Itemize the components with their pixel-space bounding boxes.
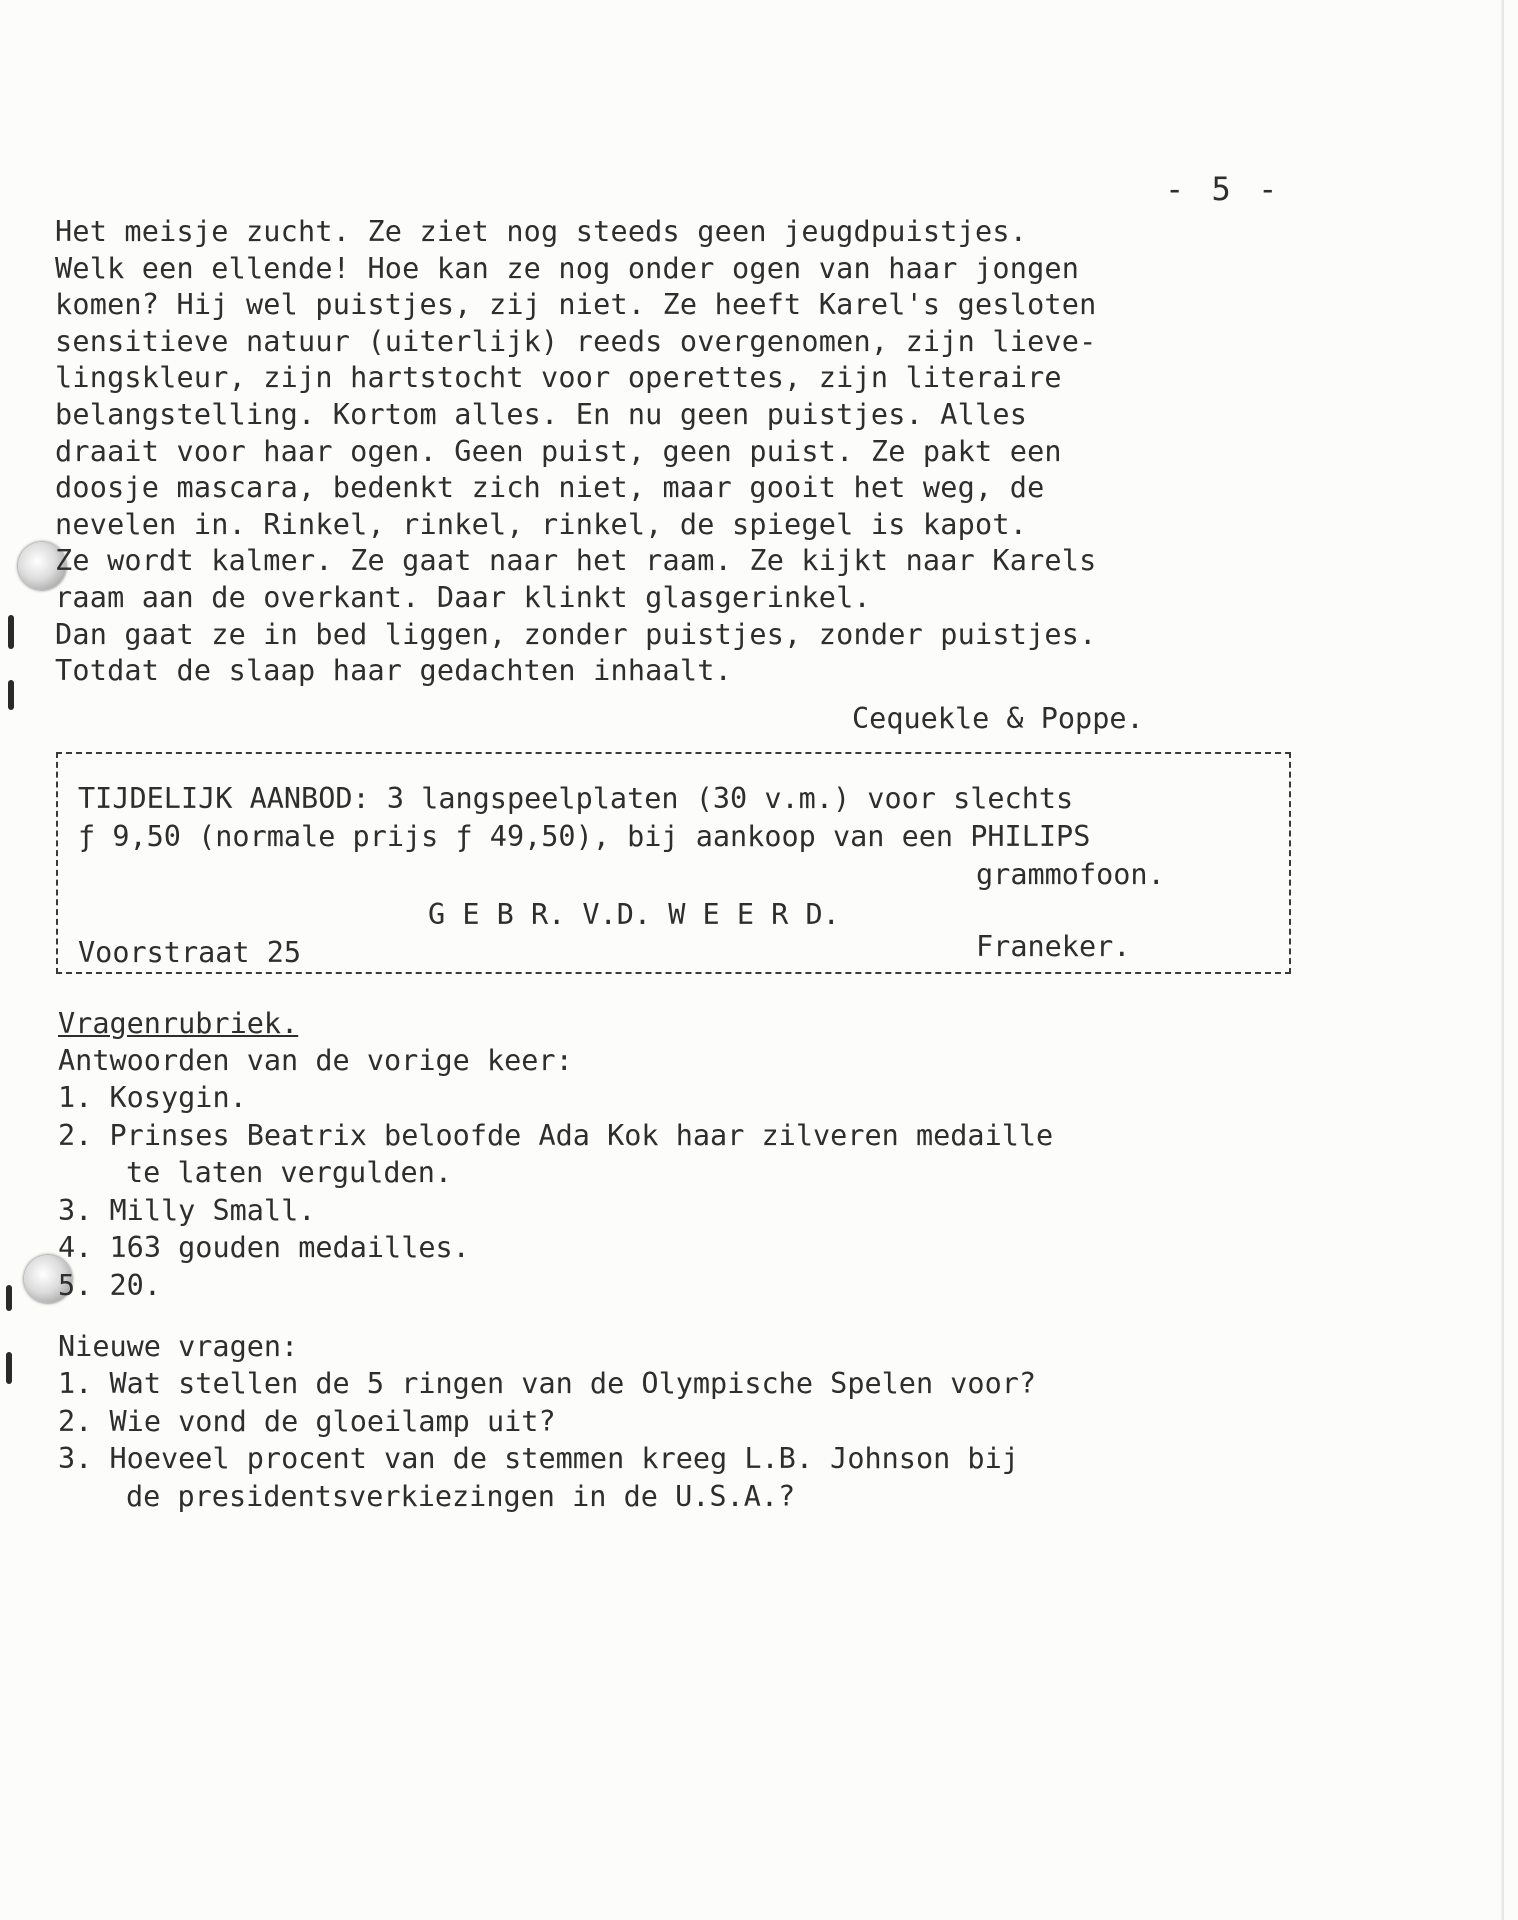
binder-ring-mark (8, 615, 14, 649)
advertisement-box (56, 752, 1291, 974)
story-text (55, 214, 1285, 690)
story-line: Welk een ellende! Hoe kan ze nog onder ogen van haar jongen (55, 251, 1080, 285)
answer-item (58, 1079, 1288, 1117)
answer-text: Prinses Beatrix beloofde Ada Kok haar zilveren medaille (109, 1118, 1054, 1152)
answer-number: 2. (58, 1118, 93, 1152)
story-line: draait voor haar ogen. Geen puist, geen puist. Ze pakt een (55, 434, 1062, 468)
story-line: Totdat de slaap haar gedachten inhaalt. (55, 654, 732, 688)
quiz-section (58, 1005, 1288, 1515)
page-number: - 5 - (1165, 170, 1282, 208)
story-line: lingskleur, zijn hartstocht voor operettes, zijn literaire (55, 361, 1062, 395)
answer-number: 5. (58, 1268, 93, 1302)
ad-company-name: G E B R. V.D. W E E R D. (428, 898, 840, 931)
question-text: Wie vond de gloeilamp uit? (109, 1404, 556, 1438)
story-line: nevelen in. Rinkel, rinkel, rinkel, de spiegel is kapot. (55, 507, 1028, 541)
spacer (58, 1304, 1288, 1328)
ad-product-line: grammofoon. (976, 858, 1165, 891)
question-item (58, 1365, 1288, 1403)
story-line: belangstelling. Kortom alles. En nu geen puistjes. Alles (55, 397, 1028, 431)
answer-item (58, 1229, 1288, 1267)
story-line: raam aan de overkant. Daar klinkt glasgerinkel. (55, 580, 871, 614)
answer-text: 163 gouden medailles. (109, 1231, 470, 1264)
question-continuation: de presidentsverkiezingen in de U.S.A.? (126, 1479, 796, 1513)
story-line: Ze wordt kalmer. Ze gaat naar het raam. Ze kijkt naar Karels (55, 544, 1097, 578)
answer-item (58, 1267, 1288, 1305)
answers-title: Antwoorden van de vorige keer: (58, 1044, 573, 1077)
story-line: Het meisje zucht. Ze ziet nog steeds geen jeugdpuistjes. (55, 215, 1028, 248)
ad-city: Franeker. (976, 930, 1131, 963)
answer-text: Kosygin. (109, 1081, 247, 1114)
question-item (58, 1403, 1288, 1441)
answer-continuation: te laten vergulden. (126, 1156, 453, 1189)
answer-number: 1. (58, 1081, 93, 1114)
question-text: Wat stellen de 5 ringen van de Olympische Spelen voor? (109, 1367, 1037, 1400)
question-text: Hoeveel procent van de stemmen kreeg L.B. Johnson bij (109, 1442, 1019, 1475)
question-number: 3. (58, 1442, 93, 1475)
binder-ring-mark (8, 680, 14, 710)
answer-item (58, 1192, 1288, 1230)
ad-price-line: ƒ 9,50 (normale prijs ƒ 49,50), bij aankoop van een PHILIPS (78, 820, 1091, 853)
question-number: 2. (58, 1404, 93, 1438)
story-line: komen? Hij wel puistjes, zij niet. Ze heeft Karel's gesloten (55, 288, 1097, 322)
answer-number: 4. (58, 1231, 93, 1264)
ad-offer-line: TIJDELIJK AANBOD: 3 langspeelplaten (30 v.m.) voor slechts (78, 782, 1074, 815)
story-line: Dan gaat ze in bed liggen, zonder puistjes, zonder puistjes. (55, 617, 1097, 651)
story-signature: Cequekle & Poppe. (852, 702, 1144, 735)
binder-ring-mark (6, 1285, 12, 1311)
answer-text: 20. (109, 1268, 161, 1302)
story-line: doosje mascara, bedenkt zich niet, maar gooit het weg, de (55, 471, 1045, 505)
page-edge (1501, 0, 1504, 1920)
question-number: 1. (58, 1367, 93, 1400)
story-line: sensitieve natuur (uiterlijk) reeds overgenomen, zijn lieve- (55, 324, 1097, 358)
quiz-heading: Vragenrubriek. (58, 1007, 299, 1040)
questions-title: Nieuwe vragen: (58, 1330, 299, 1363)
answer-item (58, 1117, 1288, 1155)
answer-number: 3. (58, 1193, 93, 1227)
answer-text: Milly Small. (109, 1193, 316, 1227)
binder-ring-mark (6, 1352, 12, 1384)
question-item (58, 1440, 1288, 1478)
ad-address: Voorstraat 25 (78, 936, 302, 969)
